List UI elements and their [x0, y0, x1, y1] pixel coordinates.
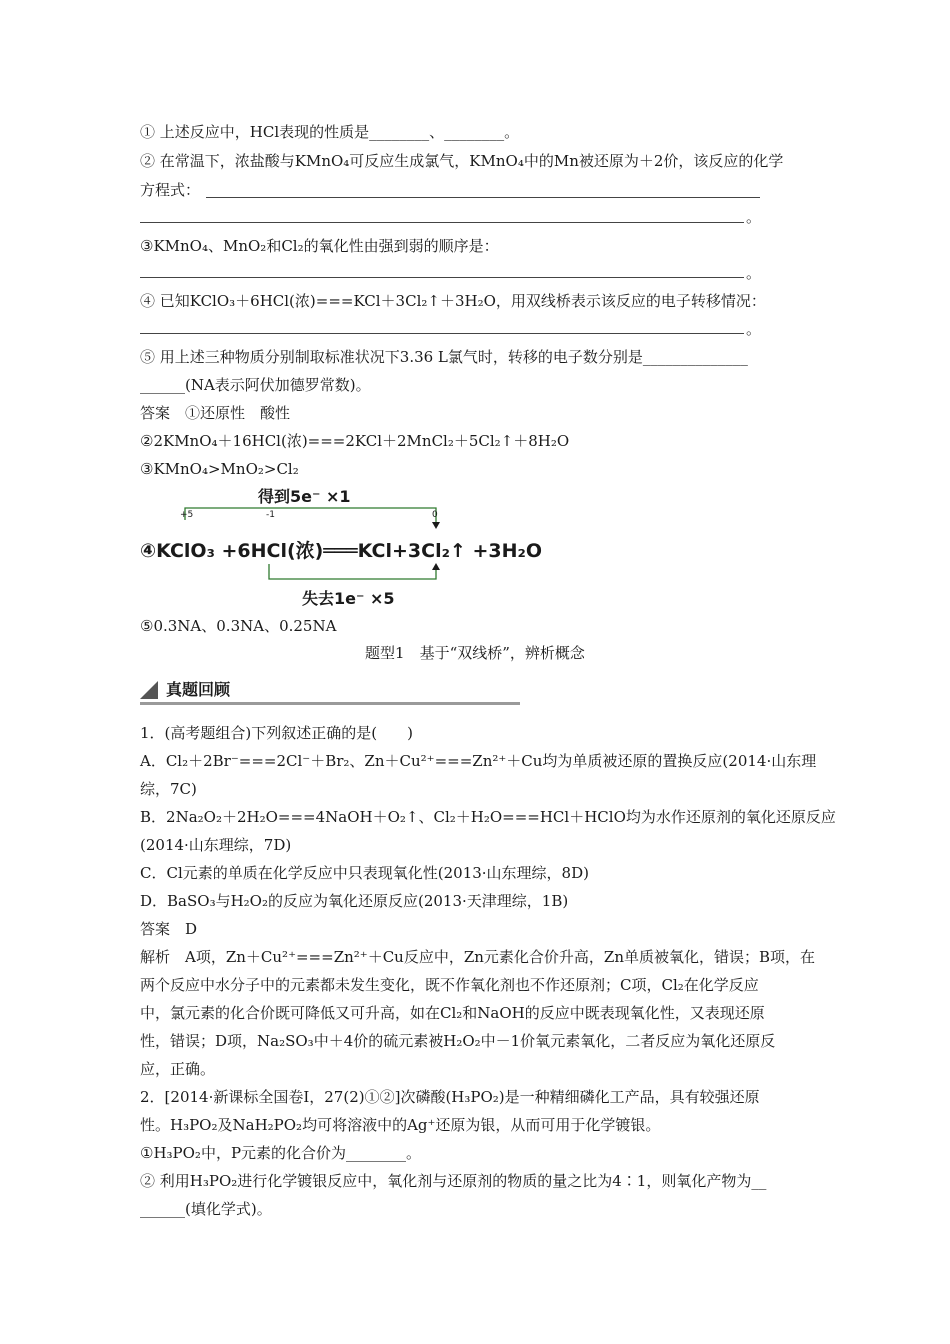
problem-2-part-2: ② 利用H₃PO₂进行化学镀银反应中，氧化剂与还原剂的物质的量之比为4∶1，则氧化产物为__ [140, 1172, 767, 1190]
question-2-text: ② 在常温下，浓盐酸与KMnO₄可反应生成氯气，KMnO₄中的Mn被还原为＋2价，该反应的化学 [140, 152, 784, 170]
answer-5: ⑤0.3NA、0.3NA、0.25NA [140, 617, 337, 635]
oxidation-state-cl-minus1: -1 [266, 510, 275, 520]
answer-blank-line [206, 197, 760, 198]
question-3-text: ③KMnO₄、MnO₂和Cl₂的氧化性由强到弱的顺序是： [140, 237, 499, 255]
gain-bridge-line [185, 508, 436, 522]
line-end-period: 。 [746, 208, 762, 226]
question-5-text: ⑤ 用上述三种物质分别制取标准状况下3.36 L氯气时，转移的电子数分别是______________ [140, 348, 748, 366]
problem-1-option-a: A．Cl₂＋2Br⁻===2Cl⁻＋Br₂、Zn＋Cu²⁺===Zn²⁺＋Cu均为单质被还原的置换反应(2014·山东理 [140, 752, 817, 770]
problem-2-stem: 2．[2014·新课标全国卷Ⅰ，27(2)①②]次磷酸(H₃PO₂)是一种精细磷化工产品，具有较强还原 [140, 1088, 760, 1106]
line-end-period: 。 [746, 264, 762, 282]
answer-blank-line [140, 333, 744, 334]
double-bridge-diagram [140, 484, 560, 614]
loss-arrowhead [432, 563, 440, 570]
problem-1-stem: 1．(高考题组合)下列叙述正确的是( ) [140, 724, 413, 742]
problem-1-explanation: 两个反应中水分子中的元素都未发生变化，既不作氧化剂也不作还原剂；C项，Cl₂在化学反应 [140, 976, 759, 994]
line-end-period: 。 [746, 320, 762, 338]
gain-arrowhead [432, 522, 440, 529]
problem-2-part-2-cont: ______(填化学式)。 [140, 1200, 272, 1218]
problem-1-option-d: D．BaSO₃与H₂O₂的反应为氧化还原反应(2013·天津理综，1B) [140, 892, 569, 910]
question-type-title: 题型1 基于“双线桥”，辨析概念 [365, 644, 585, 662]
answer-3: ③KMnO₄>MnO₂>Cl₂ [140, 460, 299, 478]
problem-1-explanation: 应，正确。 [140, 1060, 216, 1078]
question-1-text: ① 上述反应中，HCl表现的性质是________、________。 [140, 123, 520, 141]
question-2-prefix: 方程式： [140, 181, 201, 199]
question-4-text: ④ 已知KClO₃＋6HCl(浓)===KCl＋3Cl₂↑＋3H₂O，用双线桥表示该反应的电子转移情况： [140, 292, 766, 310]
section-corner-icon [140, 681, 158, 699]
problem-1-explanation: 中，氯元素的化合价既可降低又可升高，如在Cl₂和NaOH的反应中既表现氧化性，又表现还原 [140, 1004, 765, 1022]
answer-2-equation: ②2KMnO₄＋16HCl(浓)===2KCl＋2MnCl₂＋5Cl₂↑＋8H₂O [140, 432, 570, 450]
electron-loss-label: 失去1e⁻ ×5 [302, 589, 395, 608]
problem-2-stem-cont: 性。H₃PO₂及NaH₂PO₂均可将溶液中的Ag⁺还原为银，从而可用于化学镀银。 [140, 1116, 661, 1134]
section-title: 真题回顾 [166, 680, 231, 699]
problem-2-part-1: ①H₃PO₂中，P元素的化合价为________。 [140, 1144, 422, 1162]
answer-blank-line [140, 222, 744, 223]
problem-1-explanation: 解析 A项，Zn＋Cu²⁺===Zn²⁺＋Cu反应中，Zn元素化合价升高，Zn单质被氧化，错误；B项，在 [140, 948, 816, 966]
problem-1-explanation: 性，错误；D项，Na₂SO₃中＋4价的硫元素被H₂O₂中－1价氧元素氧化，二者反应为氧化还原反 [140, 1032, 776, 1050]
problem-1-answer: 答案 D [140, 920, 198, 938]
oxidation-state-cl-plus5: +5 [180, 510, 194, 520]
redox-equation: ④KClO₃ +6HCl(浓)═══KCl+3Cl₂↑ +3H₂O [140, 540, 542, 562]
answer-blank-line [140, 277, 744, 278]
answer-1: 答案 ①还原性 酸性 [140, 404, 291, 422]
oxidation-state-cl-zero: 0 [432, 510, 438, 520]
problem-1-option-a-cont: 综，7C) [140, 780, 197, 798]
problem-1-option-b: B．2Na₂O₂＋2H₂O===4NaOH＋O₂↑、Cl₂＋H₂O===HCl＋HClO均为水作还原剂的氧化还原反应 [140, 808, 836, 826]
question-5-continuation: ______(NA表示阿伏加德罗常数)。 [140, 376, 371, 394]
problem-1-option-b-cont: (2014·山东理综，7D) [140, 836, 292, 854]
electron-gain-label: 得到5e⁻ ×1 [258, 487, 351, 506]
section-divider [140, 702, 520, 705]
loss-bridge-line [269, 564, 436, 579]
problem-1-option-c: C．Cl元素的单质在化学反应中只表现氧化性(2013·山东理综，8D) [140, 864, 589, 882]
section-header [140, 678, 520, 702]
